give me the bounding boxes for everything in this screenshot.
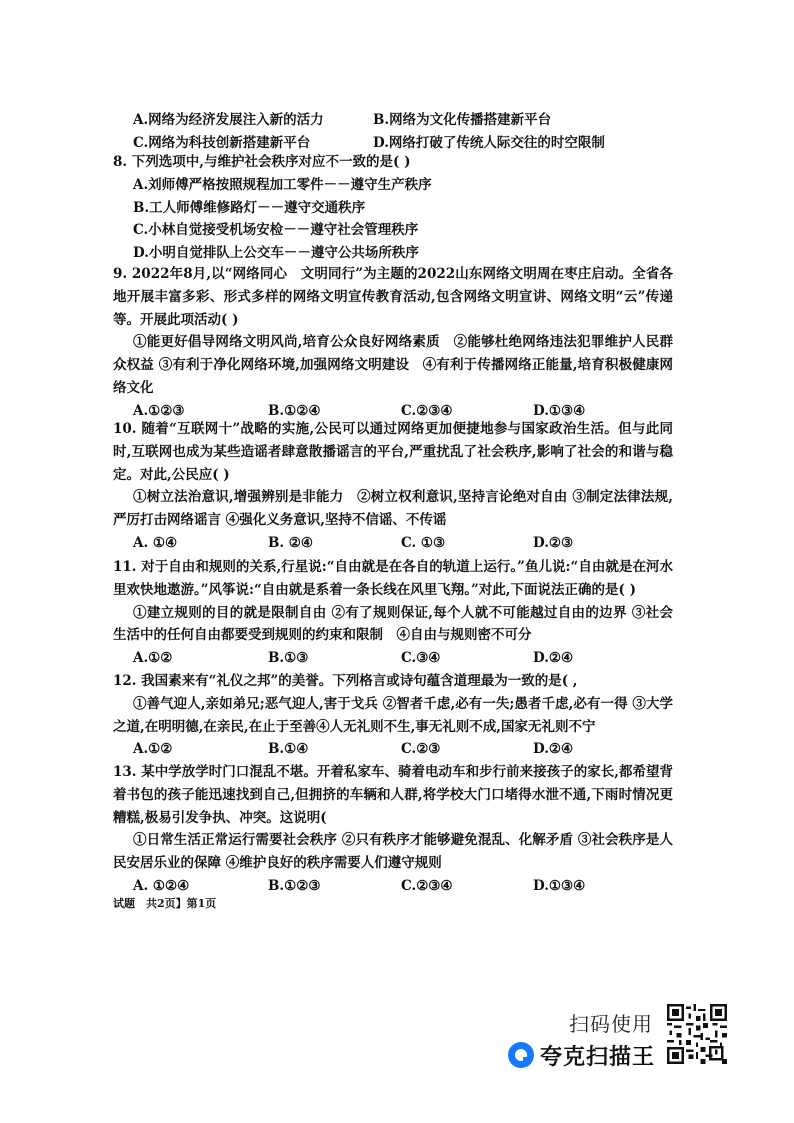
page-footer: 试题 共2页】第1页 [113,897,217,910]
scanner-brand-name: 夸克扫描王 [540,1044,656,1070]
question-8 [113,151,673,265]
q10-option-c: C. ①③ [401,534,446,551]
q11-option-b: B.①③ [268,650,309,667]
q10-items: ①树立法治意识,增强辨别是非能力 ②树立权利意识,坚持言论绝对自由 ③制定法律法规,严厉打击网络谣言 ④强化义务意识,坚持不信谣、不传谣 [113,489,673,529]
q7-option-b: B.网络为文化传播搭建新平台 [373,112,552,128]
q10-option-a: A. ①④ [133,534,178,551]
q13-option-c: C.②③④ [401,877,453,894]
question-12 [113,670,673,761]
question-13 [113,761,673,898]
q13-option-d: D.①③④ [533,877,586,894]
q12-stem: 12. 我国素来有“礼仪之邦”的美誉。下列格言或诗句蕴含道理最为一致的是( , [113,673,578,689]
question-10 [113,418,673,555]
q9-option-b: B.①②④ [268,402,321,419]
q9-items: ①能更好倡导网络文明风尚,培育公众良好网络素质 ②能够杜绝网络违法犯罪维护人民群众权益 ③有利于净化网络环境,加强网络文明建设 ④有利于传播网络正能量,培育积极健康网络文化 [113,334,673,396]
q9-stem: 9. 2022年8月,以“网络同心 文明同行”为主题的2022山东网络文明周在枣庄启动。全省各地开展丰富多彩、形式多样的网络文明宣传教育活动,包含网络文明宣讲、网络文明“云”传递等。开展此项活动( ) [113,266,673,328]
question-9 [113,263,673,423]
q10-option-d: D.②③ [533,534,574,551]
q12-options [133,738,673,761]
q12-option-a: A.①② [133,741,173,758]
q7-option-d: D.网络打破了传统人际交往的时空限制 [373,135,605,151]
q13-option-b: B.①②③ [268,877,321,894]
q11-stem: 11. 对于自由和规则的关系,行星说:“自由就是在各自的轨道上运行。”鱼儿说:“自由就是在河水里欢快地遨游。”风筝说:“自由就是系着一条长线在风里飞翔。”对此,下面说法正确的是( ) [113,559,673,598]
q9-option-c: C.②③④ [401,402,453,419]
q13-option-a: A. ①②④ [133,877,190,894]
q8-option-d: D.小明自觉排队上公交车－－遵守公共场所秩序 [133,245,419,262]
q9-option-a: A.①②③ [133,402,185,419]
q9-option-d: D.①③④ [533,402,586,419]
quark-logo-icon [508,1042,534,1068]
q7-option-c: C.网络为科技创新搭建新平台 [133,135,311,151]
q12-option-b: B.①④ [268,741,309,758]
q11-option-c: C.③④ [401,650,441,667]
q11-option-d: D.②④ [533,650,574,667]
scanner-brand [508,1040,655,1070]
scan-to-use-label: 扫码使用 [569,1012,653,1036]
q8-option-c: C.小林自觉接受机场安检－－遵守社会管理秩序 [133,222,419,239]
q13-items: ①日常生活正常运行需要社会秩序 ②只有秩序才能够避免混乱、化解矛盾 ③社会秩序是人民安居乐业的保障 ④维护良好的秩序需要人们遵守规则 [113,832,673,872]
q8-option-b: B.工人师傅维修路灯－－遵守交通秩序 [133,199,366,216]
q11-option-a: A.①② [133,650,173,667]
q10-options [133,532,673,555]
q10-stem: 10. 随着“互联网十”战略的实施,公民可以通过网络更加便捷地参与国家政治生活。但与此同时,互联网也成为某些造谣者肆意散播谣言的平台,严重扰乱了社会秩序,影响了社会的和谐与稳定。对此,公民应( ) [113,421,673,483]
q12-option-c: C.②③ [401,741,441,758]
q12-option-d: D.②④ [533,741,574,758]
q11-options [133,647,673,670]
q11-items: ①建立规则的目的就是限制自由 ②有了规则保证,每个人就不可能越过自由的边界 ③社会生活中的任何自由都要受到规则的约束和限制 ④自由与规则密不可分 [113,604,673,644]
q12-items: ①善气迎人,亲如弟兄;恶气迎人,害于戈兵 ②智者千虑,必有一失;愚者千虑,必有一得 ③大学之道,在明明德,在亲民,在止于至善④人无礼则不生,事无礼则不成,国家无礼则不宁 [113,695,673,735]
question-11 [113,556,673,670]
qr-code-icon [667,1004,727,1064]
q8-option-a: A.刘师傅严格按照规程加工零件－－遵守生产秩序 [133,176,432,193]
q7-option-a: A.网络为经济发展注入新的活力 [133,112,324,128]
q10-option-b: B. ②④ [268,534,314,551]
q8-stem: 8. 下列选项中,与维护社会秩序对应不一致的是( ) [113,154,411,170]
q13-stem: 13. 某中学放学时门口混乱不堪。开着私家车、骑着电动车和步行前来接孩子的家长,都希望背着书包的孩子能迅速找到自己,但拥挤的车辆和人群,将学校大门口堵得水泄不通,下雨时情况更糟糕,极易引发争执、冲突。这说明( [113,764,673,826]
